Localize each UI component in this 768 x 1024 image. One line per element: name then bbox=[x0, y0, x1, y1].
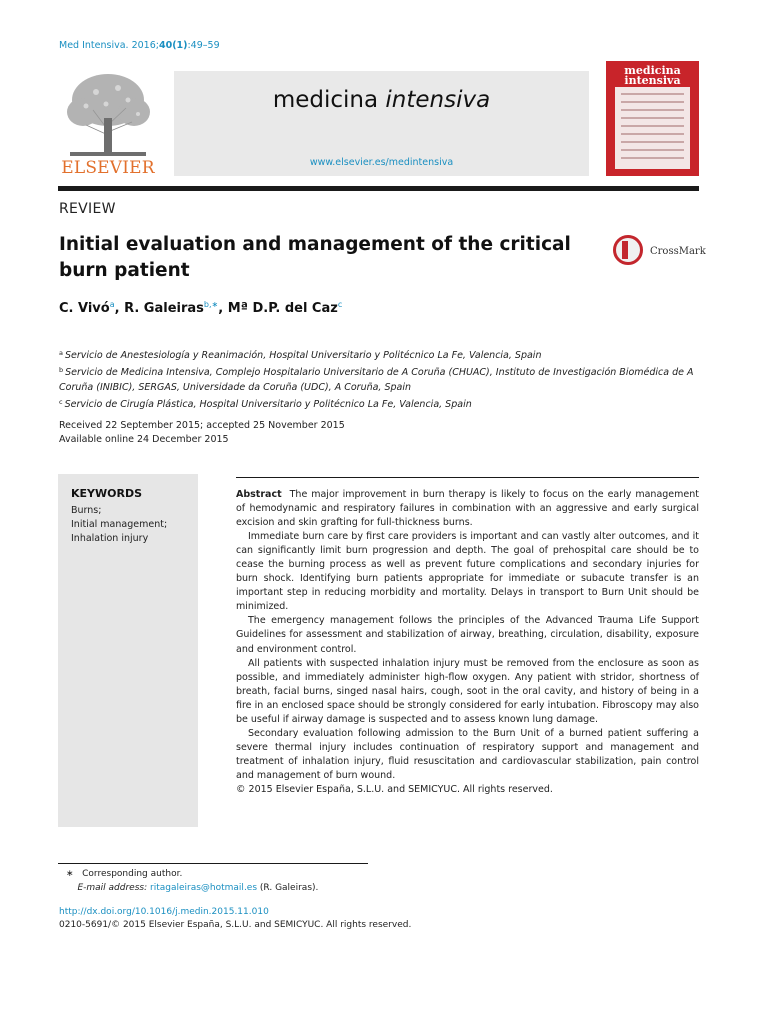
abstract-copyright: © 2015 Elsevier España, S.L.U. and SEMICYUC. All rights reserved. bbox=[236, 783, 553, 795]
affiliation-item bbox=[59, 395, 709, 412]
footnote-email-line bbox=[66, 881, 318, 895]
crossmark-icon-mark bbox=[622, 241, 628, 259]
citation-pages: :49–59 bbox=[187, 40, 220, 51]
affiliation-item bbox=[59, 346, 709, 363]
elsevier-logo-text: ELSEVIER bbox=[61, 158, 155, 178]
affiliation-text: Servicio de Medicina Intensiva, Complejo Hospitalario Universitario de A Coruña (CHUAC), Instituto de Investigación Biomédica de A Coruña (INIBIC), SERGAS, Universidade da Coruña (UDC), A Coruña, Spain bbox=[59, 367, 694, 393]
cover-page-lines bbox=[615, 87, 690, 169]
footnote-mark: ∗ bbox=[66, 869, 74, 879]
keyword-item: Inhalation injury bbox=[71, 533, 149, 544]
journal-name bbox=[174, 87, 589, 113]
abstract-paragraph-text: The major improvement in burn therapy is likely to focus on the early management of hemodynamic and respiratory failures in combination with an aggressive and early surgical excision and skin grafting for full-thickness burns. bbox=[236, 489, 699, 529]
author-list: C. Vivó$^a$, R. Galeiras$^{b,∗}$, Mª D.P. del Caz$^c$ bbox=[59, 300, 343, 316]
crossmark-icon bbox=[613, 235, 643, 265]
author-affil-mark[interactable]: c bbox=[337, 300, 343, 309]
available-online-date: Available online 24 December 2015 bbox=[59, 434, 229, 445]
email-link[interactable]: ritagaleiras@hotmail.es bbox=[150, 883, 258, 893]
doi-link[interactable]: http://dx.doi.org/10.1016/j.medin.2015.11.010 bbox=[59, 907, 269, 917]
article-dates bbox=[59, 419, 345, 447]
keyword-item: Burns; bbox=[71, 505, 102, 516]
cover-title bbox=[606, 66, 699, 86]
abstract-paragraph: All patients with suspected inhalation injury must be removed from the enclosure as soon as possible, and immediately administer high-flow oxygen. Any patient with stridor, shortness of breath, facial burns, singed nasal hairs, cough, soot in the oral cavity, and history of being in a fire in an enclosed space should be strongly considered for early intubation. Fibroscopy may also be useful if airway damage is suspected and to assess known lung damage. bbox=[236, 657, 699, 725]
article-title: Initial evaluation and management of the critical burn patient bbox=[59, 234, 571, 281]
author-name[interactable]: Mª D.P. del Caz bbox=[227, 301, 338, 316]
author-affil-mark[interactable]: b,∗ bbox=[203, 300, 219, 309]
citation-journal: Med Intensiva. 2016; bbox=[59, 40, 159, 51]
email-owner: (R. Galeiras). bbox=[259, 883, 319, 893]
email-label: E-mail address: bbox=[77, 883, 148, 893]
abstract bbox=[236, 488, 699, 797]
journal-url-link[interactable]: www.elsevier.es/medintensiva bbox=[309, 157, 454, 168]
journal-cover-image bbox=[606, 61, 699, 176]
abstract-paragraph: The emergency management follows the principles of the Advanced Trauma Life Support Guidelines for assessment and stabilization of airway, breathing, circulation, disability, exposure and environment control. bbox=[236, 615, 699, 655]
keyword-item: Initial management; bbox=[71, 519, 168, 530]
abstract-paragraph: Immediate burn care by first care providers is important and can vastly alter outcomes, and it can significantly limit burn progression and depth. The goal of prehospital care should be to cease the burning process as well as prevent future complications and secondary injuries for burn shock. Identifying burn patients appropriate for immediate or subacute transfer is an important step in reducing morbidity and mortality. Delays in transport to Burn Unit should be minimized. bbox=[236, 531, 699, 613]
crossmark-label: CrossMark bbox=[650, 246, 706, 257]
header-rule bbox=[58, 186, 699, 191]
journal-name-regular: medicina bbox=[272, 87, 386, 113]
article-type: REVIEW bbox=[59, 201, 116, 217]
affiliation-text: Servicio de Anestesiología y Reanimación, Hospital Universitario y Politécnico La Fe, Valencia, Spain bbox=[64, 350, 542, 361]
journal-citation[interactable] bbox=[59, 40, 220, 51]
issn-copyright: 0210-5691/© 2015 Elsevier España, S.L.U. and SEMICYUC. All rights reserved. bbox=[59, 920, 412, 930]
cover-title-line2: intensiva bbox=[624, 74, 681, 87]
footnote-line bbox=[66, 867, 318, 881]
keywords-list bbox=[71, 504, 167, 546]
citation-volume: 40(1) bbox=[158, 40, 188, 51]
keywords-panel bbox=[58, 474, 198, 827]
crossmark-button[interactable] bbox=[613, 235, 706, 269]
journal-banner bbox=[174, 71, 589, 176]
affiliation-text: Servicio de Cirugía Plástica, Hospital Universitario y Politécnico La Fe, Valencia, Spain bbox=[64, 398, 472, 410]
affiliations bbox=[59, 346, 709, 412]
affiliation-item bbox=[59, 363, 709, 395]
received-accepted-dates: Received 22 September 2015; accepted 25 November 2015 bbox=[59, 420, 345, 431]
affiliation-mark: c bbox=[59, 397, 63, 406]
cover-title-line1: medicina bbox=[624, 64, 681, 77]
author-name[interactable]: R. Galeiras bbox=[124, 301, 204, 316]
abstract-paragraph: Secondary evaluation following admission to the Burn Unit of a burned patient suffering a severe thermal injury includes continuation of respiratory support and management and treatment of inhalation injury, fluid resuscitation and cardiovascular stabilization, pain control and management of burn wound. bbox=[236, 727, 699, 781]
footnote-rule bbox=[58, 863, 368, 864]
author-affil-mark[interactable]: a bbox=[109, 300, 115, 309]
abstract-paragraph bbox=[236, 488, 699, 530]
affiliation-mark: b bbox=[59, 366, 64, 375]
affiliation-mark: a bbox=[59, 349, 63, 357]
abstract-label: Abstract bbox=[236, 489, 282, 500]
corresponding-author-footnote bbox=[66, 867, 318, 895]
author-name[interactable]: C. Vivó bbox=[59, 301, 110, 316]
footnote-corresponding: Corresponding author. bbox=[82, 869, 183, 879]
abstract-rule bbox=[236, 477, 699, 478]
keywords-heading: KEYWORDS bbox=[71, 487, 143, 500]
journal-name-italic: intensiva bbox=[385, 87, 491, 113]
